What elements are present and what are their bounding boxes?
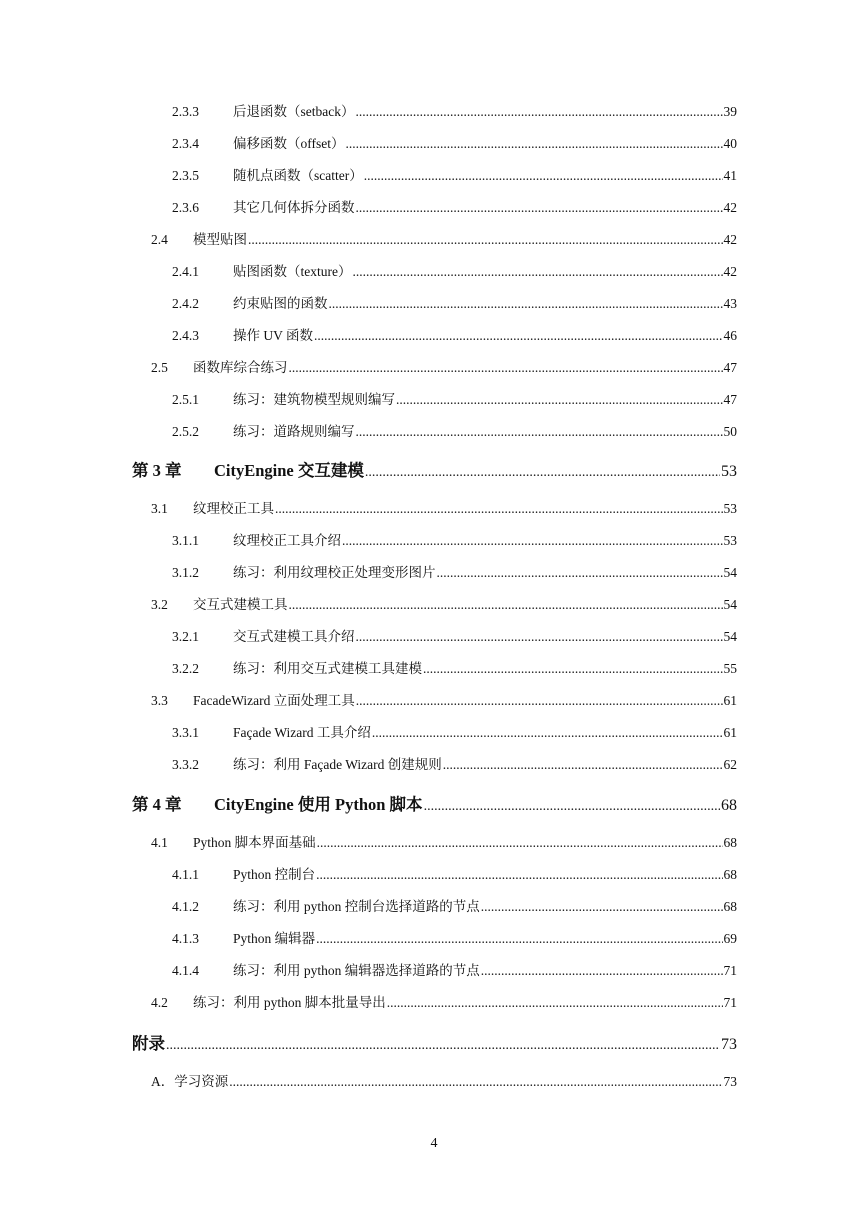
toc-entry-title: 交互式建模工具 [193, 597, 288, 612]
toc-chapter-page: 68 [721, 797, 737, 814]
toc-chapter-entry[interactable] [132, 457, 737, 481]
toc-leader-dots [289, 597, 723, 613]
toc-chapter-number: 第 4 章 [132, 795, 182, 814]
toc-entry-title: Façade Wizard 工具介绍 [233, 725, 371, 740]
toc-leader-dots [437, 565, 723, 581]
toc-entry[interactable] [172, 625, 737, 645]
toc-entry[interactable] [172, 753, 737, 773]
toc-entry-title: 后退函数（setback） [233, 104, 355, 119]
toc-entry-number: 3.2.1 [172, 629, 199, 644]
toc-entry-page: 68 [723, 835, 737, 850]
toc-entry-page: 55 [723, 661, 737, 676]
toc-entry-title: 练习：建筑物模型规则编写 [233, 392, 395, 407]
toc-entry-page: 54 [723, 629, 737, 644]
toc-appendix-entry[interactable] [132, 1030, 737, 1054]
toc-entry-number: 3.1.1 [172, 533, 199, 548]
toc-leader-dots [481, 963, 723, 979]
toc-entry-page: 47 [723, 392, 737, 407]
toc-entry-page: 69 [723, 931, 737, 946]
toc-entry[interactable] [172, 420, 737, 440]
toc-entry[interactable] [172, 529, 737, 549]
toc-entry-page: 54 [723, 565, 737, 580]
toc-entry-title: 练习：利用 python 编辑器选择道路的节点 [233, 963, 480, 978]
toc-entry[interactable] [172, 927, 737, 947]
toc-leader-dots [352, 264, 722, 280]
toc-leader-dots [387, 995, 723, 1011]
toc-entry-title: 练习：利用 Façade Wizard 创建规则 [233, 757, 442, 772]
toc-appendix-title: 附录 [132, 1034, 165, 1053]
toc-leader-dots [329, 296, 723, 312]
toc-entry[interactable] [172, 292, 737, 312]
toc-leader-dots [248, 232, 723, 248]
toc-chapter-number: 第 3 章 [132, 461, 182, 480]
toc-entry-page: 42 [723, 232, 737, 247]
toc-entry-page: 71 [723, 995, 737, 1010]
toc-entry[interactable] [172, 721, 737, 741]
toc-entry[interactable] [172, 196, 737, 216]
toc-entry[interactable] [172, 100, 737, 120]
toc-entry-number: 2.5.1 [172, 392, 199, 407]
toc-entry-title: 纹理校正工具介绍 [233, 533, 341, 548]
toc-entry-number: 2.3.3 [172, 104, 199, 119]
toc-entry-number: 2.4.1 [172, 264, 199, 279]
toc-entry[interactable] [151, 497, 737, 517]
toc-entry[interactable] [172, 863, 737, 883]
toc-chapter-page: 53 [721, 463, 737, 480]
toc-entry-page: 68 [723, 867, 737, 882]
toc-entry-page: 53 [723, 533, 737, 548]
toc-entry-number: 4.2 [151, 995, 168, 1010]
toc-leader-dots [342, 533, 723, 549]
toc-entry-title: 贴图函数（texture） [233, 264, 352, 279]
toc-leader-dots [289, 360, 723, 376]
toc-entry-number: 4.1 [151, 835, 168, 850]
toc-entry-title: 随机点函数（scatter） [233, 168, 363, 183]
toc-entry-page: 53 [723, 501, 737, 516]
toc-entry-page: 71 [723, 963, 737, 978]
toc-entry[interactable] [172, 959, 737, 979]
toc-entry-title: 偏移函数（offset） [233, 136, 345, 151]
toc-entry-number: 4.1.4 [172, 963, 199, 978]
toc-entry-title: 交互式建模工具介绍 [233, 629, 355, 644]
toc-entry[interactable] [151, 228, 737, 248]
toc-entry-number: 2.4.3 [172, 328, 199, 343]
toc-entry-page: 61 [723, 693, 737, 708]
toc-entry-number: 3.2 [151, 597, 168, 612]
toc-leader-dots [356, 200, 723, 216]
toc-leader-dots [229, 1074, 722, 1090]
toc-leader-dots [424, 799, 720, 815]
toc-entry[interactable] [151, 831, 737, 851]
toc-entry-number: 3.3.2 [172, 757, 199, 772]
toc-entry-title: 练习：道路规则编写 [233, 424, 355, 439]
toc-entry-title: 约束贴图的函数 [233, 296, 328, 311]
toc-entry-number: 2.4 [151, 232, 168, 247]
toc-leader-dots [365, 465, 720, 481]
toc-entry-title: A．学习资源 [151, 1074, 229, 1089]
toc-entry[interactable] [151, 356, 737, 376]
toc-leader-dots [423, 661, 723, 677]
toc-entry-title: 函数库综合练习 [193, 360, 288, 375]
toc-entry[interactable] [172, 164, 737, 184]
toc-entry-page: 42 [723, 264, 737, 279]
toc-entry[interactable] [172, 324, 737, 344]
toc-entry-title: 练习：利用交互式建模工具建模 [233, 661, 422, 676]
toc-entry[interactable] [172, 561, 737, 581]
toc-entry-title: FacadeWizard 立面处理工具 [193, 693, 355, 708]
toc-entry[interactable] [172, 895, 737, 915]
toc-entry-page: 50 [723, 424, 737, 439]
toc-chapter-entry[interactable] [132, 791, 737, 815]
toc-entry-number: 4.1.3 [172, 931, 199, 946]
toc-entry-title: 操作 UV 函数 [233, 328, 314, 343]
toc-leader-dots [355, 104, 722, 120]
page-number: 4 [430, 1136, 438, 1151]
toc-entry-title: Python 控制台 [233, 867, 316, 882]
toc-entry-page: 39 [723, 104, 737, 119]
toc-entry[interactable] [151, 689, 737, 709]
toc-leader-dots [481, 899, 723, 915]
toc-entry-page: 73 [723, 1074, 737, 1089]
toc-entry[interactable] [172, 388, 737, 408]
toc-entry-number: 3.3 [151, 693, 168, 708]
toc-entry[interactable] [172, 132, 737, 152]
toc-entry-page: 42 [723, 200, 737, 215]
toc-leader-dots [396, 392, 723, 408]
toc-entry-number: 2.4.2 [172, 296, 199, 311]
toc-entry[interactable] [151, 991, 737, 1011]
toc-entry-number: 4.1.2 [172, 899, 199, 914]
toc-leader-dots [443, 757, 723, 773]
toc-entry-number: 3.3.1 [172, 725, 199, 740]
toc-entry-page: 46 [723, 328, 737, 343]
toc-entry-title: 练习：利用 python 控制台选择道路的节点 [233, 899, 480, 914]
toc-leader-dots [346, 136, 723, 152]
toc-chapter-title: CityEngine 交互建模 [214, 461, 364, 480]
toc-entry-number: 3.1.2 [172, 565, 199, 580]
toc-chapter-title: CityEngine 使用 Python 脚本 [214, 795, 423, 814]
toc-entry-number: 2.3.6 [172, 200, 199, 215]
toc-leader-dots [356, 629, 723, 645]
toc-entry-title: 模型贴图 [193, 232, 247, 247]
toc-entry-title: 纹理校正工具 [193, 501, 274, 516]
toc-leader-dots [316, 867, 722, 883]
toc-leader-dots [166, 1038, 720, 1054]
toc-entry-number: 2.3.4 [172, 136, 199, 151]
toc-entry-page: 54 [723, 597, 737, 612]
toc-entry-page: 62 [723, 757, 737, 772]
toc-entry[interactable] [172, 260, 737, 280]
toc-entry-number: 2.5 [151, 360, 168, 375]
toc-entry-page: 47 [723, 360, 737, 375]
toc-entry-page: 41 [723, 168, 737, 183]
toc-leader-dots [356, 424, 723, 440]
toc-leader-dots [317, 835, 723, 851]
toc-entry-title: 其它几何体拆分函数 [233, 200, 355, 215]
toc-entry-page: 43 [723, 296, 737, 311]
toc-appendix-page: 73 [721, 1036, 737, 1053]
toc-entry[interactable] [172, 657, 737, 677]
toc-leader-dots [364, 168, 723, 184]
toc-entry-page: 68 [723, 899, 737, 914]
toc-leader-dots [316, 931, 722, 947]
toc-entry-title: Python 编辑器 [233, 931, 316, 946]
toc-leader-dots [372, 725, 723, 741]
toc-entry-number: 3.2.2 [172, 661, 199, 676]
toc-entry-page: 40 [723, 136, 737, 151]
toc-entry-number: 2.3.5 [172, 168, 199, 183]
toc-entry[interactable] [151, 593, 737, 613]
toc-entry-number: 3.1 [151, 501, 168, 516]
toc-leader-dots [275, 501, 723, 517]
toc-entry-number: 2.5.2 [172, 424, 199, 439]
toc-leader-dots [356, 693, 723, 709]
toc-leader-dots [314, 328, 722, 344]
toc-entry-title: Python 脚本界面基础 [193, 835, 316, 850]
toc-entry[interactable] [151, 1070, 737, 1090]
toc-entry-title: 练习：利用纹理校正处理变形图片 [233, 565, 436, 580]
toc-entry-page: 61 [723, 725, 737, 740]
toc-entry-title: 练习：利用 python 脚本批量导出 [193, 995, 386, 1010]
toc-entry-number: 4.1.1 [172, 867, 199, 882]
